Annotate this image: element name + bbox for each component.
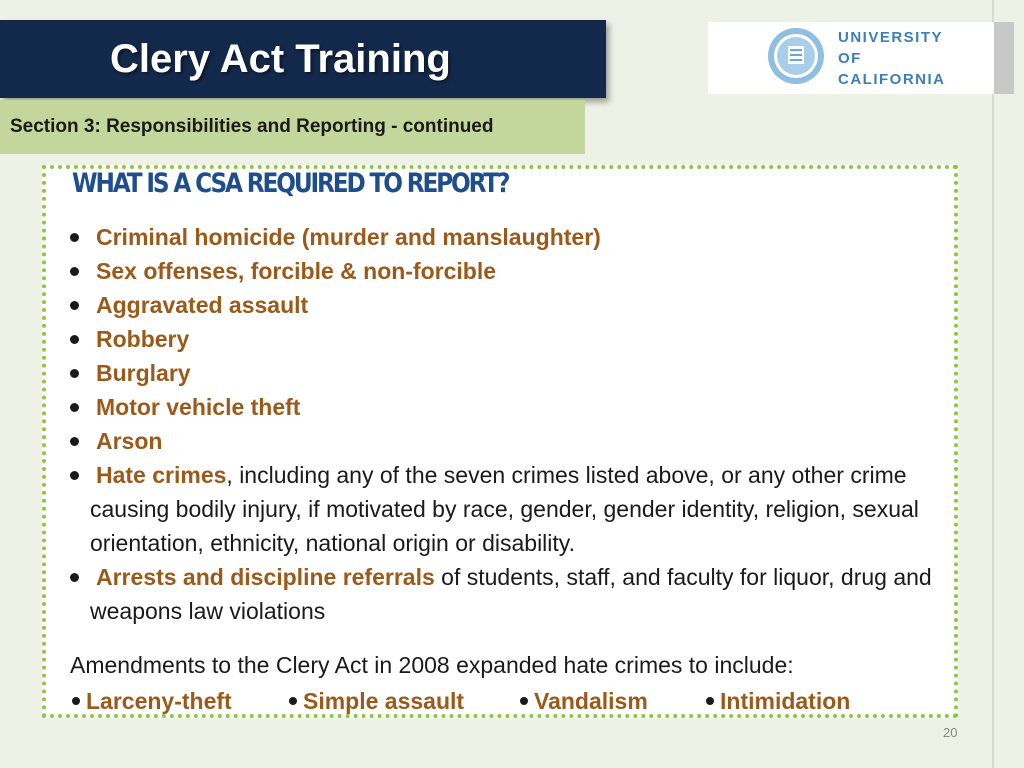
section-title: Section 3: Responsibilities and Reporting - continued [10, 116, 494, 137]
crime-list [70, 220, 950, 628]
crime-name: Motor vehicle theft [96, 394, 301, 420]
slide-heading: WHAT IS A CSA REQUIRED TO REPORT? [72, 168, 509, 199]
bullet-icon [70, 233, 79, 242]
crime-name: Criminal homicide (murder and manslaughter) [96, 224, 601, 250]
slide-title: Clery Act Training [110, 36, 451, 81]
crime-name: Hate crimes [96, 462, 227, 488]
added-crime-label: Simple assault [303, 688, 465, 714]
page-number: 20 [943, 725, 958, 740]
added-crime [706, 688, 850, 715]
crime-detail: of students, staff, and faculty for liquor, drug and weapons law violations [90, 564, 932, 624]
crime-name: Robbery [96, 326, 190, 352]
crime-name: Aggravated assault [96, 292, 309, 318]
bullet-icon [70, 437, 79, 446]
crime-detail: , including any of the seven crimes listed above, or any other crime causing bodily injury, if motivated by race, gender, gender identity, religion, sexual orientation, ethnicity, national origin or disability. [90, 462, 919, 556]
university-logo-text [838, 27, 946, 90]
section-banner [0, 100, 585, 154]
list-item [70, 254, 950, 288]
bullet-icon [520, 697, 528, 705]
added-crime [289, 688, 464, 715]
university-seal-icon [766, 26, 826, 86]
logo-line: OF [838, 50, 862, 67]
list-item [70, 560, 950, 628]
bullet-icon [289, 697, 297, 705]
bullet-icon [70, 471, 79, 480]
added-crimes-row [70, 688, 950, 720]
list-item [70, 220, 950, 254]
list-item [70, 424, 950, 458]
crime-name: Burglary [96, 360, 191, 386]
added-crime-label: Vandalism [534, 688, 648, 714]
amendment-note: Amendments to the Clery Act in 2008 expanded hate crimes to include: [70, 652, 794, 678]
list-item [70, 288, 950, 322]
logo-panel-shadow [994, 22, 1014, 94]
added-crime [72, 688, 232, 715]
bullet-icon [70, 335, 79, 344]
bullet-icon [70, 573, 79, 582]
bullet-icon [706, 697, 714, 705]
title-banner [0, 20, 606, 98]
bullet-icon [70, 403, 79, 412]
list-item [70, 390, 950, 424]
crime-name: Sex offenses, forcible & non-forcible [96, 258, 497, 284]
list-item [70, 356, 950, 390]
logo-line: UNIVERSITY [838, 29, 944, 46]
bullet-icon [70, 369, 79, 378]
bullet-icon [70, 301, 79, 310]
added-crime-label: Larceny-theft [86, 688, 232, 714]
bullet-icon [70, 267, 79, 276]
crime-name: Arrests and discipline referrals [96, 564, 435, 590]
bullet-icon [72, 697, 80, 705]
crime-name: Arson [96, 428, 163, 454]
list-item [70, 458, 950, 560]
list-item [70, 322, 950, 356]
added-crime [520, 688, 648, 715]
logo-line: CALIFORNIA [838, 71, 946, 88]
slide-edge-rule [992, 0, 994, 768]
added-crime-label: Intimidation [720, 688, 851, 714]
